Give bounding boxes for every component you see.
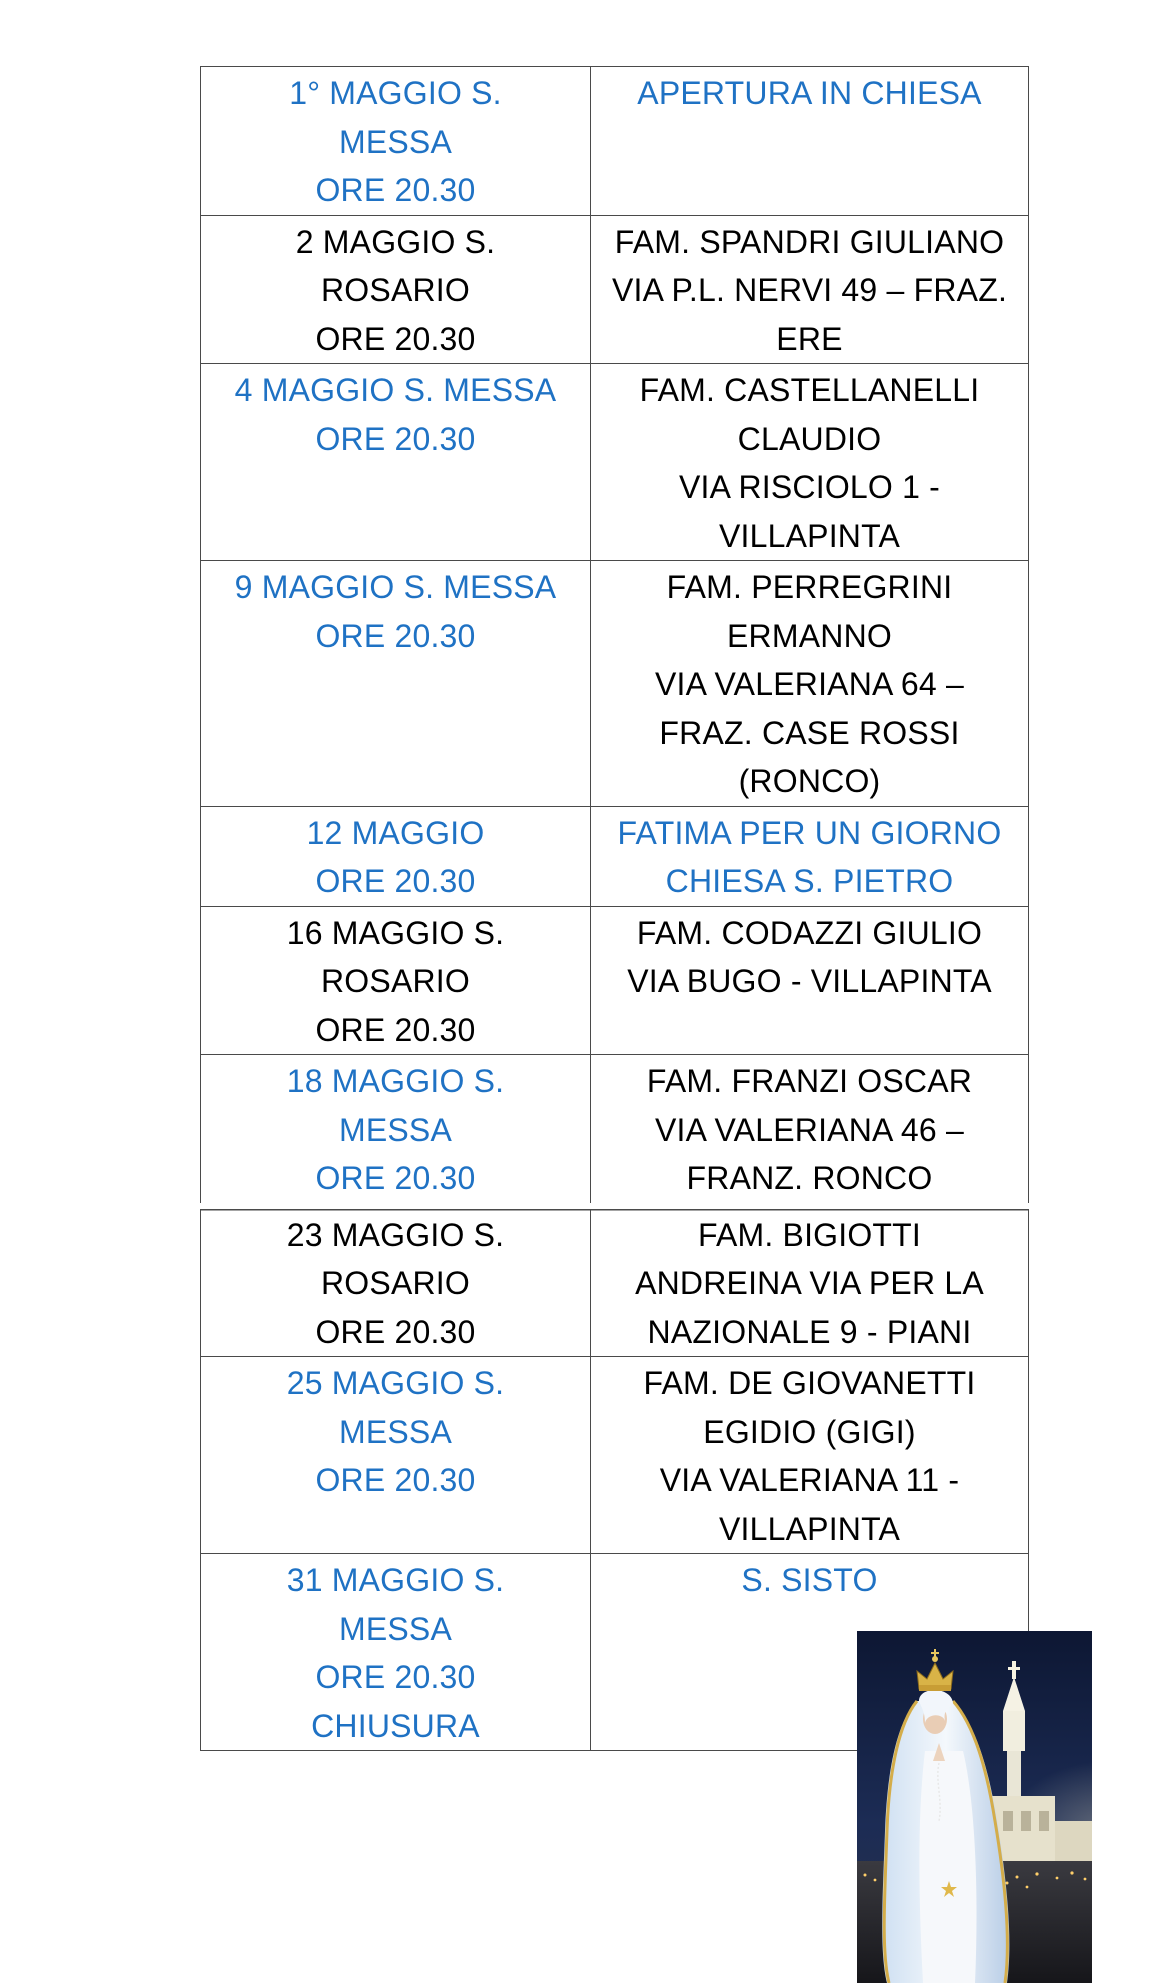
date-line: 1° MAGGIO S.	[289, 75, 502, 111]
place-line: ANDREINA VIA PER LA	[635, 1265, 984, 1301]
date-cell	[201, 806, 591, 906]
date-line: MESSA	[338, 123, 453, 160]
place-cell	[591, 215, 1029, 364]
place-line: VILLAPINTA	[718, 1510, 901, 1547]
date-cell	[201, 1357, 591, 1554]
schedule-row	[201, 906, 1029, 1055]
place-cell	[591, 364, 1029, 561]
place-line: VIA P.L. NERVI 49 – FRAZ.	[611, 272, 1008, 308]
place-line: VILLAPINTA	[718, 517, 901, 554]
place-cell	[591, 906, 1029, 1055]
date-line: 4 MAGGIO S. MESSA	[234, 372, 557, 408]
place-cell	[591, 1206, 1029, 1357]
schedule-row	[201, 561, 1029, 807]
place-line: S. SISTO	[741, 1562, 878, 1598]
date-line: 31 MAGGIO S.	[286, 1562, 505, 1598]
date-line: 9 MAGGIO S. MESSA	[234, 569, 557, 605]
place-line: FAM. FRANZI OSCAR	[646, 1063, 973, 1099]
closing-line: CHIUSURA	[311, 1707, 480, 1744]
schedule-row	[201, 1357, 1029, 1554]
date-line: ROSARIO	[321, 963, 470, 999]
place-line: NAZIONALE 9 - PIANI	[647, 1313, 972, 1350]
may-schedule-table	[200, 66, 1029, 1751]
schedule-row	[201, 806, 1029, 906]
time-line: ORE 20.30	[315, 420, 476, 457]
date-cell	[201, 215, 591, 364]
time-line: ORE 20.30	[315, 1011, 476, 1048]
date-cell	[201, 67, 591, 216]
date-line: 23 MAGGIO S.	[286, 1216, 505, 1253]
date-line: MESSA	[338, 1413, 453, 1450]
place-line: FAM. PERREGRINI	[666, 569, 953, 605]
time-line: ORE 20.30	[315, 1462, 476, 1498]
time-line: ORE 20.30	[315, 863, 476, 899]
date-cell	[201, 906, 591, 1055]
date-line: ROSARIO	[321, 1265, 470, 1301]
date-cell	[201, 1554, 591, 1751]
schedule-row	[201, 67, 1029, 216]
time-line: ORE 20.30	[315, 320, 476, 357]
place-cell	[591, 806, 1029, 906]
date-cell	[201, 1055, 591, 1206]
place-line: CLAUDIO	[737, 420, 882, 457]
place-line: VIA RISCIOLO 1 -	[678, 469, 941, 505]
place-line: CHIESA S. PIETRO	[665, 863, 954, 899]
schedule-row	[201, 215, 1029, 364]
place-cell	[591, 561, 1029, 807]
schedule-row	[201, 1206, 1029, 1357]
date-line: 16 MAGGIO S.	[286, 914, 505, 951]
place-line: (RONCO)	[738, 763, 881, 799]
place-line: ERMANNO	[727, 617, 892, 654]
date-line: MESSA	[338, 1111, 453, 1148]
date-line: 2 MAGGIO S.	[295, 223, 496, 260]
place-line: ERE	[776, 320, 843, 357]
place-line: APERTURA IN CHIESA	[637, 75, 982, 111]
date-cell	[201, 364, 591, 561]
date-line: 18 MAGGIO S.	[286, 1063, 505, 1099]
place-line: FRANZ. RONCO	[686, 1160, 933, 1196]
time-line: ORE 20.30	[315, 617, 476, 654]
time-line: ORE 20.30	[315, 1659, 476, 1695]
place-line: VIA VALERIANA 46 –	[655, 1111, 964, 1148]
date-line: 25 MAGGIO S.	[286, 1365, 505, 1401]
place-cell	[591, 67, 1029, 216]
schedule-row	[201, 1055, 1029, 1206]
place-line: FATIMA PER UN GIORNO	[617, 814, 1002, 851]
schedule-row	[201, 364, 1029, 561]
place-line: FAM. DE GIOVANETTI	[643, 1365, 976, 1401]
place-line: EGIDIO (GIGI)	[703, 1413, 916, 1450]
time-line: ORE 20.30	[315, 1313, 476, 1350]
place-line: VIA VALERIANA 11 -	[659, 1462, 960, 1498]
place-line: FAM. CASTELLANELLI	[639, 372, 980, 408]
place-cell	[591, 1357, 1029, 1554]
date-line: 12 MAGGIO	[306, 814, 485, 851]
date-cell	[201, 561, 591, 807]
place-line: FAM. CODAZZI GIULIO	[636, 914, 983, 951]
date-cell	[201, 1206, 591, 1357]
fatima-madonna-image	[857, 1631, 1092, 1983]
date-line: MESSA	[338, 1610, 453, 1647]
place-line: FAM. BIGIOTTI	[697, 1216, 922, 1253]
time-line: ORE 20.30	[315, 1160, 476, 1196]
time-line: ORE 20.30	[315, 172, 476, 208]
fatima-illustration	[857, 1631, 1092, 1983]
date-line: ROSARIO	[321, 272, 470, 308]
place-line: VIA BUGO - VILLAPINTA	[627, 963, 992, 999]
place-line: FRAZ. CASE ROSSI	[659, 714, 960, 751]
place-cell	[591, 1055, 1029, 1206]
place-line: VIA VALERIANA 64 –	[655, 666, 964, 702]
place-line: FAM. SPANDRI GIULIANO	[614, 223, 1005, 260]
